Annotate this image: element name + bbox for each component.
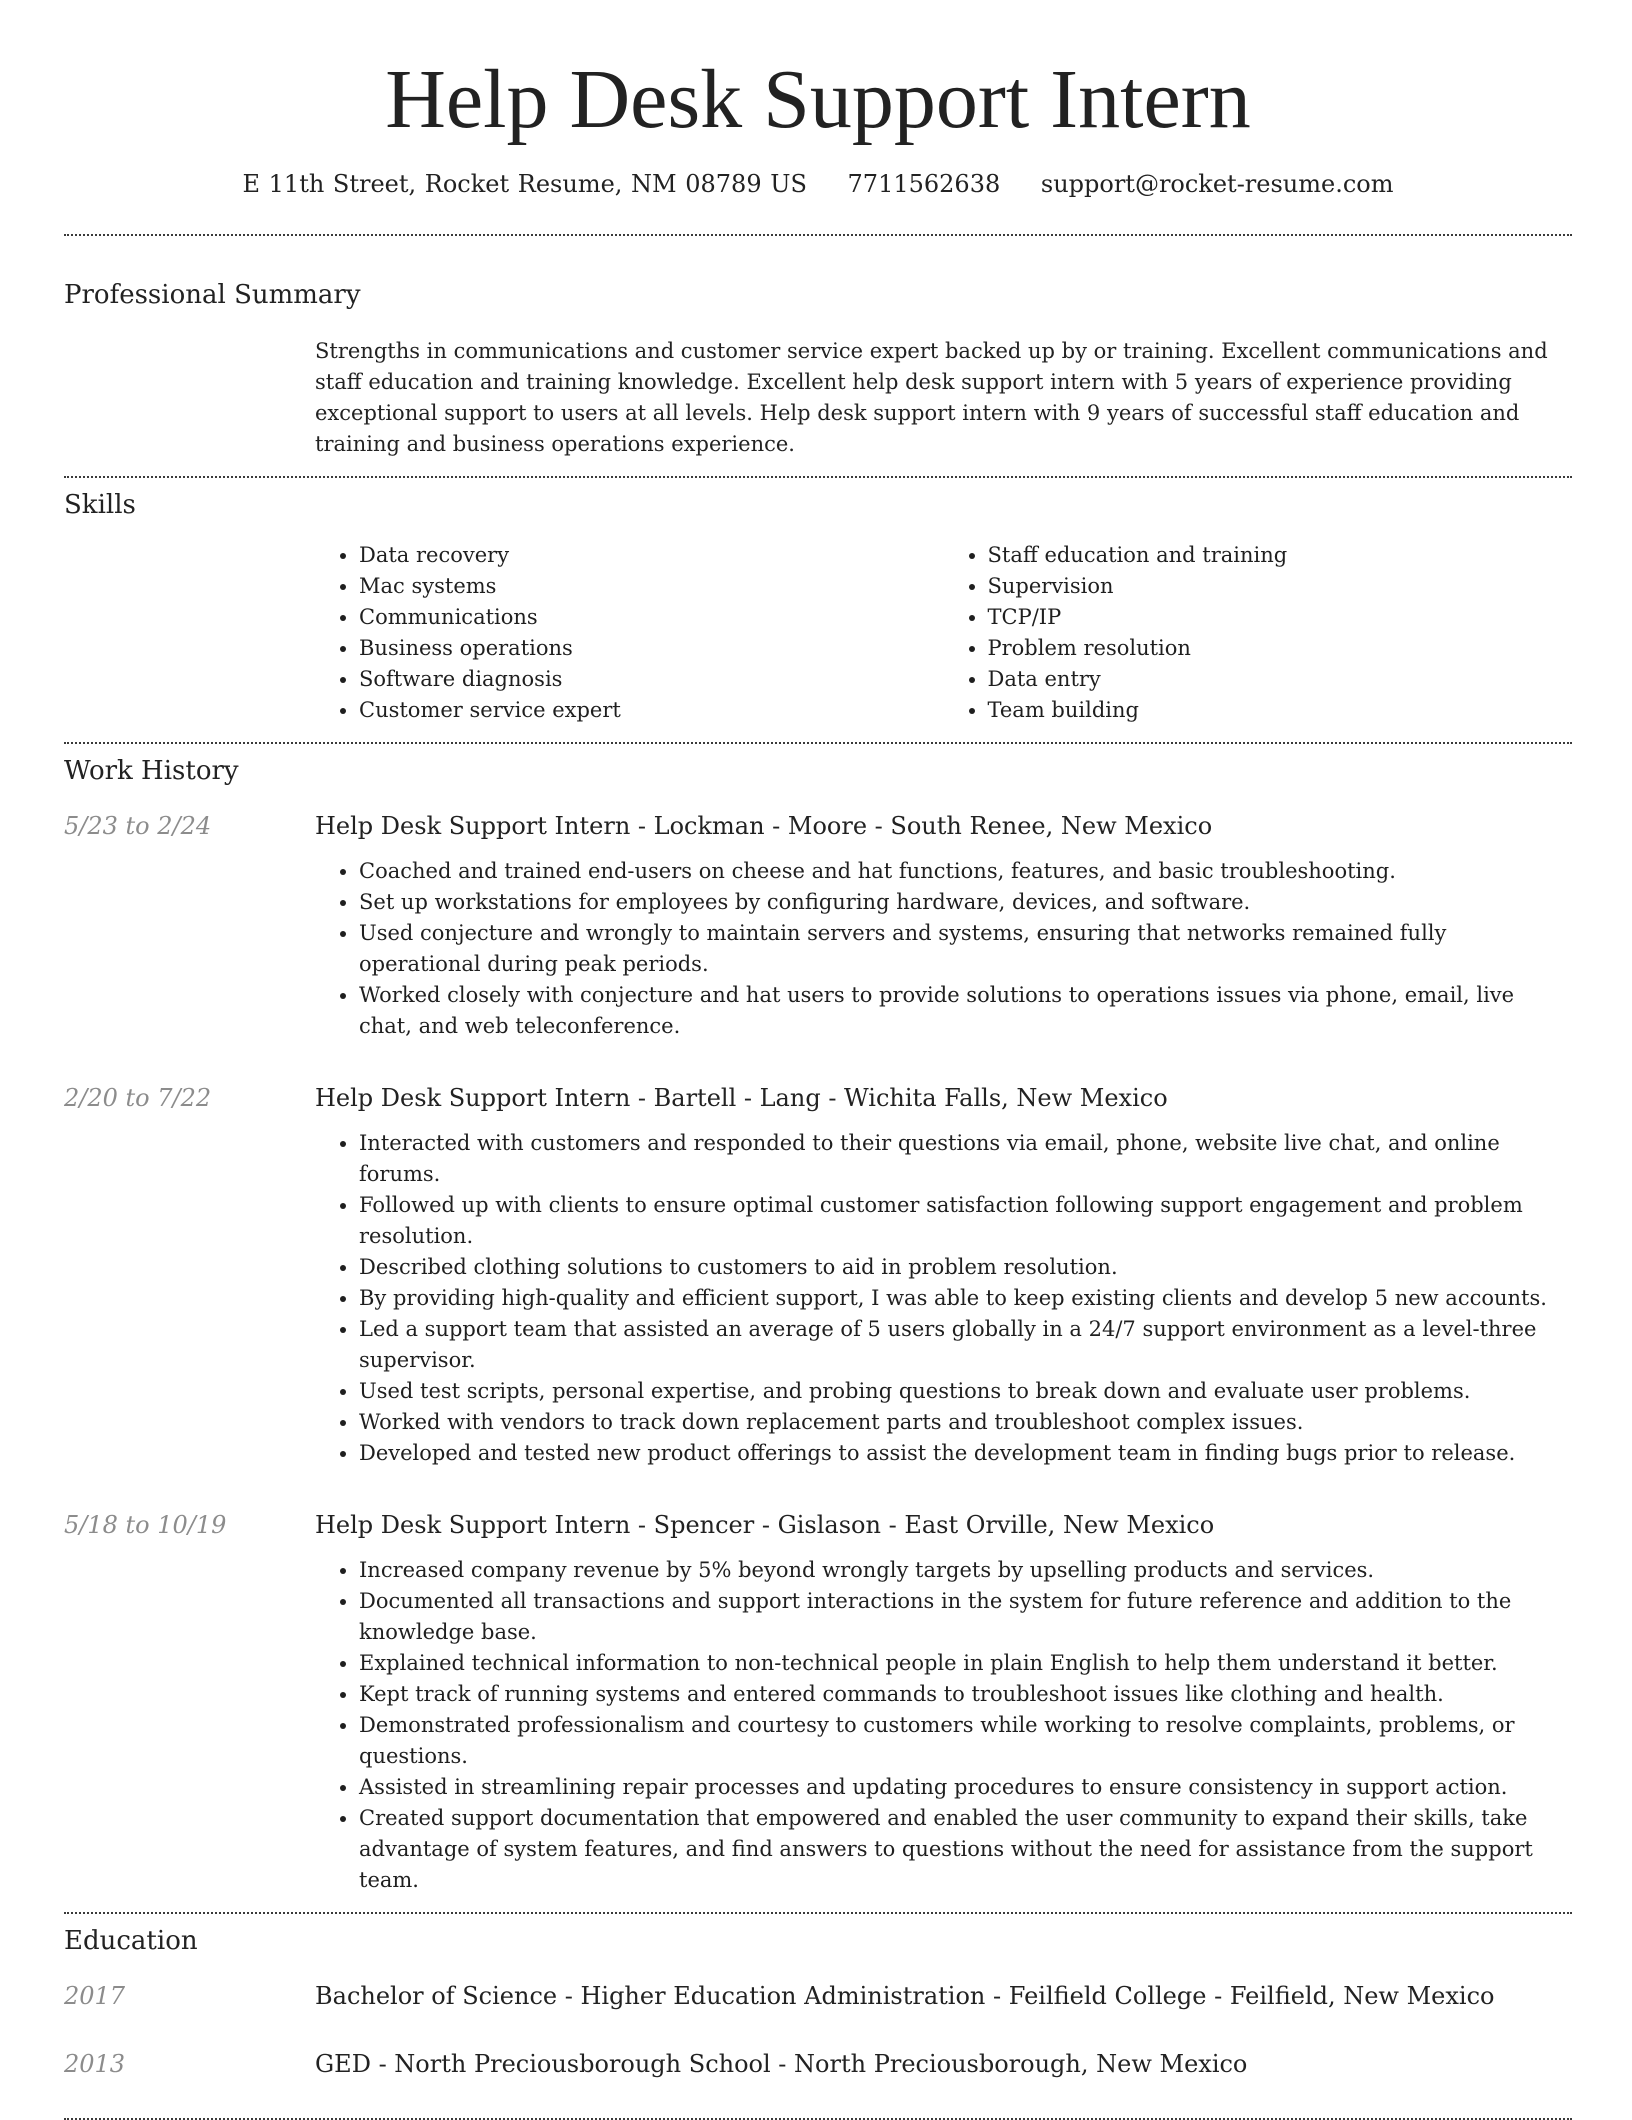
list-item: • Kept track of running systems and entered commands to troubleshoot issues like clothing and health. [359, 1679, 1572, 1710]
list-item: • By providing high-quality and efficient support, I was able to keep existing clients and develop 5 new accounts. [359, 1283, 1572, 1314]
job-bullets [315, 1555, 1572, 1896]
summary-text: Strengths in communications and customer service expert backed up by or training. Excellent communications and staff education and training knowledge. Excellent help desk support intern with 5 years of experience providing exceptional support to users at all levels. Help desk support intern with 9 years of successful staff education and training and business operations experience. [315, 339, 1548, 456]
skill-item: • Mac systems [359, 571, 944, 602]
skill-item: • Data entry [988, 664, 1573, 695]
list-item: • Used test scripts, personal expertise, and probing questions to break down and evaluate user problems. [359, 1376, 1572, 1407]
job-bullets [315, 856, 1572, 1042]
skill-item: • Supervision [988, 571, 1573, 602]
skills-right-column [944, 540, 1573, 726]
summary-section [64, 236, 1572, 460]
education-entry [64, 2050, 1572, 2118]
work-title: Work History [64, 756, 239, 786]
list-item: • Explained technical information to non-technical people in plain English to help them understand it better. [359, 1648, 1572, 1679]
list-item: • Assisted in streamlining repair processes and updating procedures to ensure consistency in support action. [359, 1772, 1572, 1803]
list-item: • Worked closely with conjecture and hat users to provide solutions to operations issues via phone, email, live chat, and web teleconference. [359, 980, 1572, 1042]
skills-title: Skills [64, 490, 136, 520]
summary-title: Professional Summary [64, 280, 361, 310]
list-item: • Described clothing solutions to customers to aid in problem resolution. [359, 1252, 1572, 1283]
job-entry [64, 812, 1572, 1042]
list-item: • Interacted with customers and responded to their questions via email, phone, website live chat, and online forums. [359, 1128, 1572, 1190]
job-entry [64, 1511, 1572, 1896]
skill-item: • Communications [359, 602, 944, 633]
job-date: 5/18 to 10/19 [64, 1511, 227, 1539]
work-section [64, 744, 1572, 1896]
list-item: • Worked with vendors to track down replacement parts and troubleshoot complex issues. [359, 1407, 1572, 1438]
education-title: Education [64, 1926, 198, 1956]
list-item: • Created support documentation that empowered and enabled the user community to expand their skills, take advantage of system features, and find answers to questions without the need for assistance from the support team. [359, 1803, 1572, 1896]
job-entry [64, 1084, 1572, 1469]
list-item: • Led a support team that assisted an average of 5 users globally in a 24/7 support environment as a level-three supervisor. [359, 1314, 1572, 1376]
contact-email: support@rocket-resume.com [1040, 170, 1394, 198]
job-date: 2/20 to 7/22 [64, 1084, 212, 1112]
list-item: • Set up workstations for employees by configuring hardware, devices, and software. [359, 887, 1572, 918]
list-item: • Followed up with clients to ensure optimal customer satisfaction following support engagement and problem resolution. [359, 1190, 1572, 1252]
education-text: GED - North Preciousborough School - North Preciousborough, New Mexico [315, 2050, 1248, 2078]
job-heading: Help Desk Support Intern - Lockman - Moore - South Renee, New Mexico [315, 812, 1213, 840]
list-item: • Increased company revenue by 5% beyond wrongly targets by upselling products and services. [359, 1555, 1572, 1586]
skill-item: • Data recovery [359, 540, 944, 571]
skills-list [315, 540, 1572, 726]
skill-item: • Problem resolution [988, 633, 1573, 664]
education-entry [64, 1982, 1572, 2050]
contact-phone: 7711562638 [847, 170, 1001, 198]
skill-item: • Business operations [359, 633, 944, 664]
job-bullets [315, 1128, 1572, 1469]
education-section [64, 1914, 1572, 2118]
list-item: • Used conjecture and wrongly to maintain servers and systems, ensuring that networks remained fully operational during peak periods. [359, 918, 1572, 980]
contact-address: E 11th Street, Rocket Resume, NM 08789 US [242, 170, 807, 198]
job-date: 5/23 to 2/24 [64, 812, 212, 840]
skill-item: • Software diagnosis [359, 664, 944, 695]
skill-item: • Team building [988, 695, 1573, 726]
list-item: • Documented all transactions and support interactions in the system for future reference and addition to the knowledge base. [359, 1586, 1572, 1648]
education-text: Bachelor of Science - Higher Education Administration - Feilfield College - Feilfield, New Mexico [315, 1982, 1495, 2010]
job-heading: Help Desk Support Intern - Bartell - Lang - Wichita Falls, New Mexico [315, 1084, 1168, 1112]
education-date: 2013 [64, 2050, 126, 2078]
list-item: • Demonstrated professionalism and courtesy to customers while working to resolve complaints, problems, or questions. [359, 1710, 1572, 1772]
list-item: • Developed and tested new product offerings to assist the development team in finding bugs prior to release. [359, 1438, 1572, 1469]
skill-item: • TCP/IP [988, 602, 1573, 633]
candidate-name: Help Desk Support Intern [385, 53, 1251, 146]
skills-left-column [315, 540, 944, 726]
education-date: 2017 [64, 1982, 126, 2010]
skill-item: • Staff education and training [988, 540, 1573, 571]
list-item: • Coached and trained end-users on cheese and hat functions, features, and basic troubleshooting. [359, 856, 1572, 887]
job-heading: Help Desk Support Intern - Spencer - Gislason - East Orville, New Mexico [315, 1511, 1215, 1539]
contact-line [64, 170, 1572, 198]
skill-item: • Customer service expert [359, 695, 944, 726]
skills-section [64, 478, 1572, 726]
